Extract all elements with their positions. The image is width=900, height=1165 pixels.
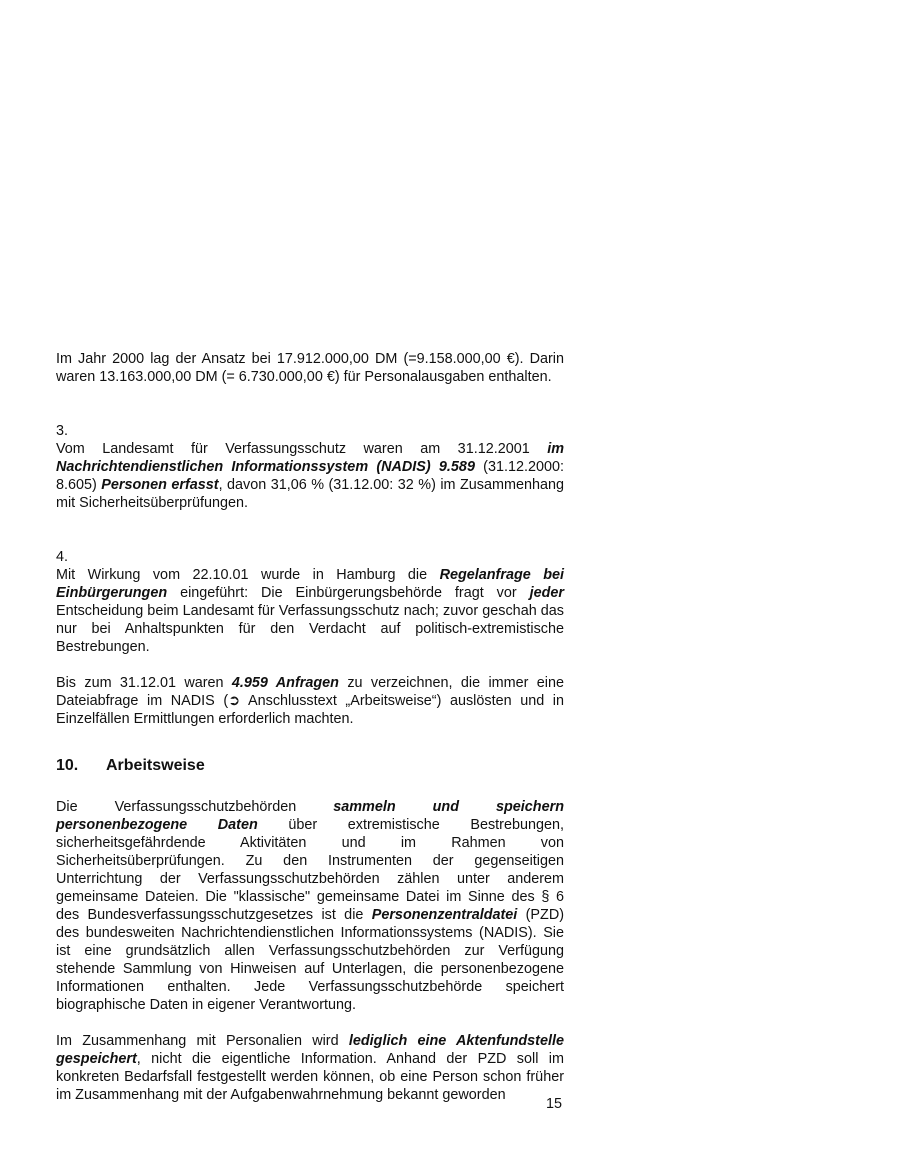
document-body [56,350,564,1104]
text-span: , nicht die eigentliche Information. Anhand der PZD soll im konkreten Bedarfsfall festgestellt werden können, ob eine Person schon früher im Zusammenhang mit der Aufgabenwahrnehmung bekannt geworden [56,1051,564,1103]
arrow-right-icon: ➲ [228,693,241,709]
budget-line-1: Im Jahr 2000 lag der Ansatz bei 17.912.000,00 DM (=9.158.000,00 €). [56,351,524,367]
text-span: (PZD) des bundesweiten Nachrichtendienstlichen Informationssystems (NADIS). Sie ist eine grundsätzlich allen Verfassungsschutzbehörden zur Verfügung stehende Sammlung von Hinweisen auf Unterlagen, die personenbezogene Informationen enthalten. Jede Verfassungsschutzbehörde speichert biographische Daten in eigener Verantwortung. [56,907,564,1013]
page-number: 15 [546,1096,563,1112]
text-span: Anschlusstext „Arbeitsweise“) auslösten und in Einzelfällen Ermittlungen erforderlich machten. [56,693,565,727]
emphasis-personen-erfasst: Personen erfasst [101,477,219,493]
emphasis-jeder: jeder [529,585,564,601]
paragraph-arbeitsweise-1 [56,798,564,1014]
section-heading [56,756,564,776]
section-number-4: 4. [56,549,69,565]
text-span: zu verzeichnen, die immer eine Dateiabfrage im NADIS ( [56,675,564,709]
text-span: Vom Landesamt für Verfassungsschutz waren am 31.12.2001 [56,441,548,457]
text-span: über extremistische Bestrebungen, sicherheitsgefährdende Aktivitäten und im Rahmen von Sicherheitsüberprüfungen. Zu den Instrumenten der gegenseitigen Unterrichtung der Verfassungsschutzbehörden zählen unter anderem gemeinsame Dateien. Die "klassische" gemeinsame Datei im Sinne des § 6 des Bundesverfassungsschutzgesetzes ist die [56,817,564,923]
section-number-3: 3. [56,423,69,439]
text-span: , davon 31,06 % (31.12.00: 32 %) im Zusammenhang mit Sicherheitsüberprüfungen. [56,477,564,511]
heading-number: 10. [56,757,79,774]
paragraph-budget-2000 [56,350,564,386]
text-span: Mit Wirkung vom 22.10.01 wurde in Hamburg die [56,567,440,583]
emphasis-aktenfundstelle: lediglich eine Aktenfundstelle gespeichert [56,1033,564,1067]
text-span: eingeführt: Die Einbürgerungsbehörde fragt vor [167,585,530,601]
paragraph-section-4 [56,566,564,656]
paragraph-anfragen [56,674,564,728]
paragraph-arbeitsweise-2 [56,1032,564,1104]
text-span: Entscheidung beim Landesamt für Verfassungsschutz nach; zuvor geschah das nur bei Anhaltspunkten für den Verdacht auf politisch-extremistische Bestrebungen. [56,603,564,655]
heading-title: Arbeitsweise [106,757,205,774]
emphasis-nadis: im Nachrichtendienstlichen Informationssystem (NADIS) 9.589 [56,441,564,475]
text-span: Im Zusammenhang mit Personalien wird [56,1033,349,1049]
text-span: Bis zum 31.12.01 waren [56,675,232,691]
emphasis-sammeln-speichern: sammeln und speichern personenbezogene Daten [56,799,564,833]
emphasis-personenzentraldatei: Personenzentraldatei [371,907,518,923]
emphasis-regelanfrage: Regelanfrage bei Einbürgerungen [56,567,564,601]
text-span: Die Verfassungsschutzbehörden [56,799,334,815]
budget-line-2: Darin waren 13.163.000,00 DM (= 6.730.000,00 €) für Personalausgaben enthalten. [56,351,564,385]
emphasis-anfragen: 4.959 Anfragen [231,675,339,691]
paragraph-section-3 [56,440,564,512]
text-span: (31.12.2000: 8.605) [56,459,564,493]
